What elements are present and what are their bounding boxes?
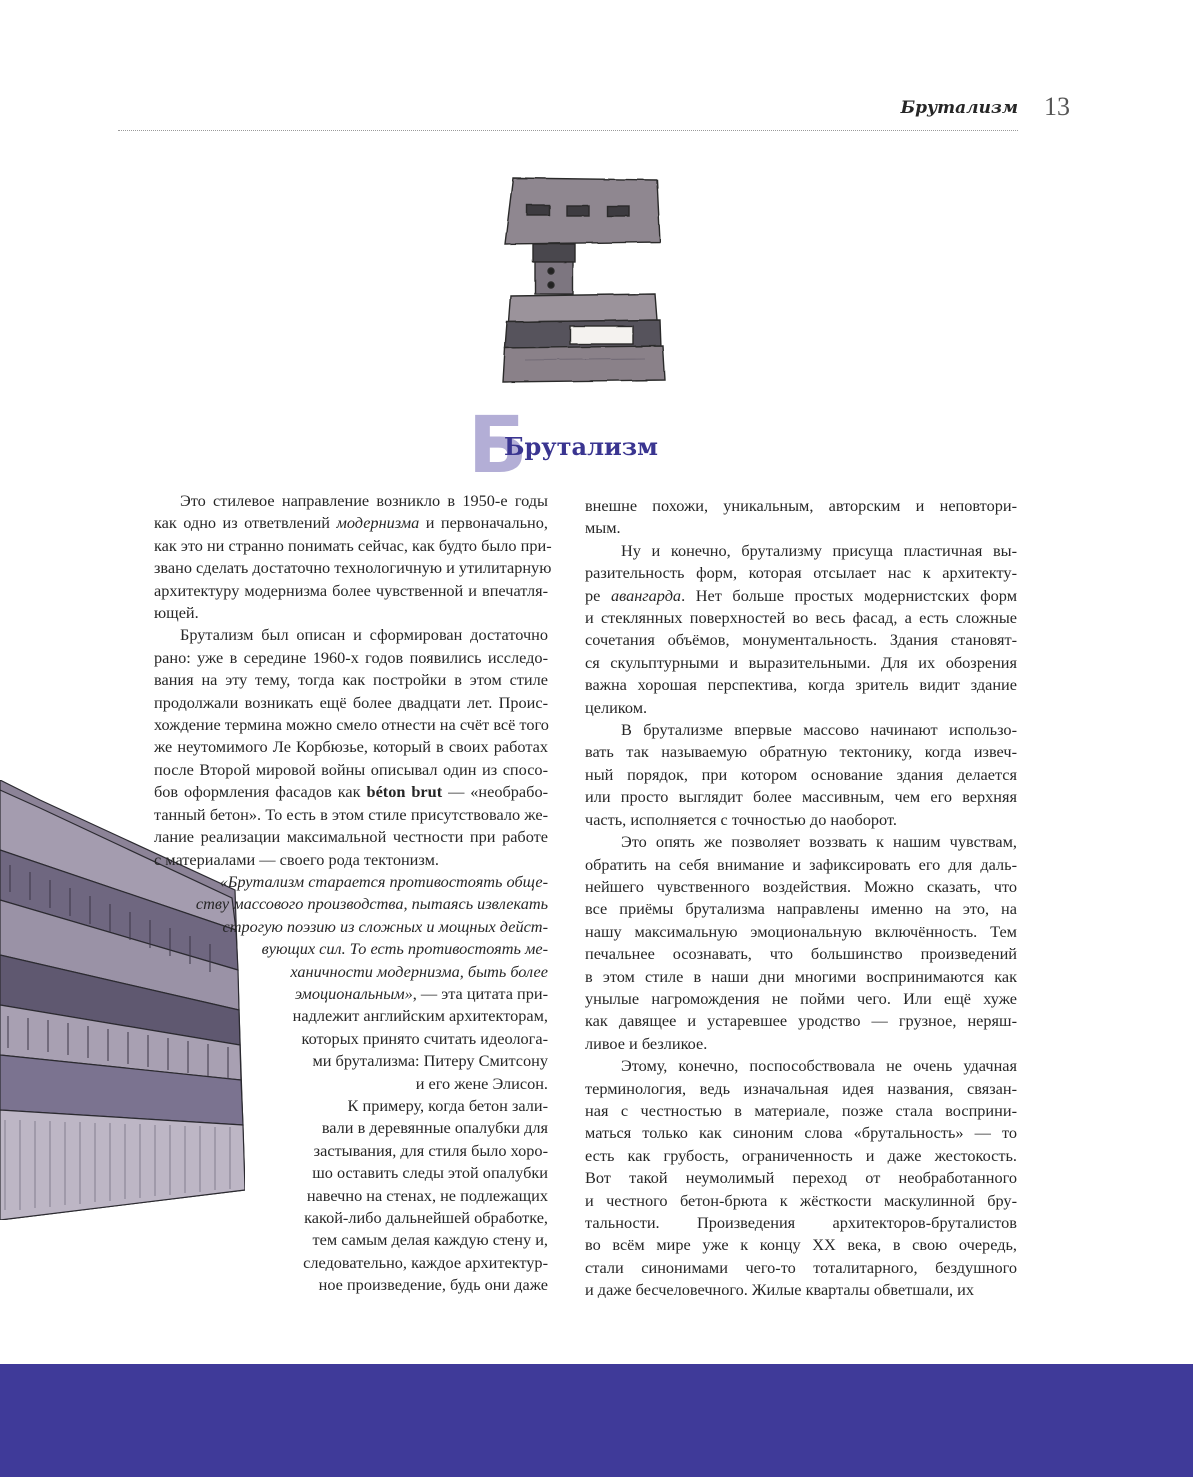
footer-color-band bbox=[0, 1364, 1193, 1477]
right-text-column bbox=[585, 495, 1017, 1302]
bold-term: béton brut bbox=[366, 782, 443, 802]
paragraph: Это опять же позволяет воззвать к нашим чувствам, обратить на себя внимание и зафиксировать его для даль- нейшего чувственного воздействия. Можно сказать, что все приёмы брутализма направлены именно на это, на нашу максимальную эмоциональную включённость. Тем печальнее осознавать, что большинство произведений в этом стиле в наши дни многими воспринимаются как унылые нагромождения не пойми чего. Или ещё хуже как давящее и устаревшее уродство — грузное, неряш- ливое и безликое. bbox=[585, 832, 1017, 1053]
paragraph: Это стилевое направление возникло в 1950-е годы как одно из ответвлений модернизма и первоначально, как это ни странно понимать сейчас, как будто было при- звано сделать достаточно технологичную и утилитарную архитектуру модернизма более чувственной и впечатля- ющей. bbox=[154, 491, 552, 623]
paragraph: В брутализме впервые массово начинают использо- вать так называемую обратную тектонику, когда извеч- ный порядок, при котором основание здания делается или просто выглядит более массивным, чем его верхняя часть, исполняется с точностью до наоборот. bbox=[585, 720, 1017, 829]
brutalist-building-illustration bbox=[495, 170, 670, 390]
quote-line: «Брутализм старается противостоять обще- bbox=[219, 871, 548, 891]
running-header bbox=[118, 92, 1070, 132]
emphasis: модернизма bbox=[336, 513, 420, 533]
chapter-heading bbox=[468, 401, 728, 491]
paragraph: Брутализм был описан и сформирован достаточно рано: уже в середине 1960-х годов появились исследо- вания на эту тему, тогда как постройки в этом стиле продолжали возникать ещё более двадцати лет. Проис- хождение термина можно смело отнести на счёт всё того же неутомимого Ле Корбюзье, который в своих работах после Второй мировой войны описывал один из спосо- бов оформления фасадов как béton brut — «необрабо- танный бетон». То есть в этом стиле присутствовало же- лание реализации максимальной честности при работе с материалами — своего рода тектонизм. bbox=[154, 625, 549, 869]
paragraph: Ну и конечно, брутализму присуща пластичная вы- разительность форм, которая отсылает нас к архитекту- ре авангарда. Нет больше простых модернистских форм и стеклянных поверхностей во весь фасад, а есть сложные сочетания объёмов, монументальность. Здания становят- ся скульптурными и выразительными. Для их обозрения важна хорошая перспектива, когда зритель видит здание целиком. bbox=[585, 540, 1018, 717]
paragraph: внешне похожи, уникальным, авторским и неповтори- мым. bbox=[585, 496, 1017, 538]
chapter-title: Брутализм bbox=[504, 432, 658, 461]
paragraph: Этому, конечно, поспособствовала не очень удачная терминология, ведь изначальная идея названия, связан- ная с честностью в материале, позже стала восприни- маться только как синоним слова «брутальность» — то есть как грубость, ограниченность и даже жестокость. Вот такой неумолимый переход от необработанного и честного бетон-брюта к жёсткости маскулинной бру- тальности. Произведения архитекторов-бруталистов во всём мире уже к концу XX века, в свою очередь, стали синонимами чего-то тоталитарного, бездушного и даже бесчеловечного. Жилые кварталы обветшали, их bbox=[585, 1056, 1017, 1300]
paragraph: К примеру, когда бетон зали- вали в деревянные опалубки для застывания, для стиля было хоро- шо оставить следы этой опалубки навечно на стенах, не подлежащих какой-либо дальнейшей обработке, тем самым делая каждую стену и, следовательно, каждое архитектур- ное произведение, будь они даже bbox=[303, 1095, 548, 1295]
left-text-column bbox=[128, 490, 552, 1297]
page-number: 13 bbox=[1044, 92, 1070, 121]
drop-cap-letter: Б bbox=[468, 401, 528, 491]
header-divider bbox=[118, 130, 1018, 131]
quote-paragraph: «Брутализм старается противостоять обще- ству массового производства, пытаясь извлекать строгую поэзию из сложных и мощных дейст- вующих сил. То есть противостоять ме- ханичности модернизма, быть более эмоциональным», — эта цитата при- надлежит английским архитекторам, которых принято считать идеолога- ми брутализма: Питеру Смитсону и его жене Элисон. bbox=[128, 871, 548, 1095]
emphasis: авангарда bbox=[610, 585, 682, 605]
section-title: Брутализм bbox=[900, 98, 1018, 118]
